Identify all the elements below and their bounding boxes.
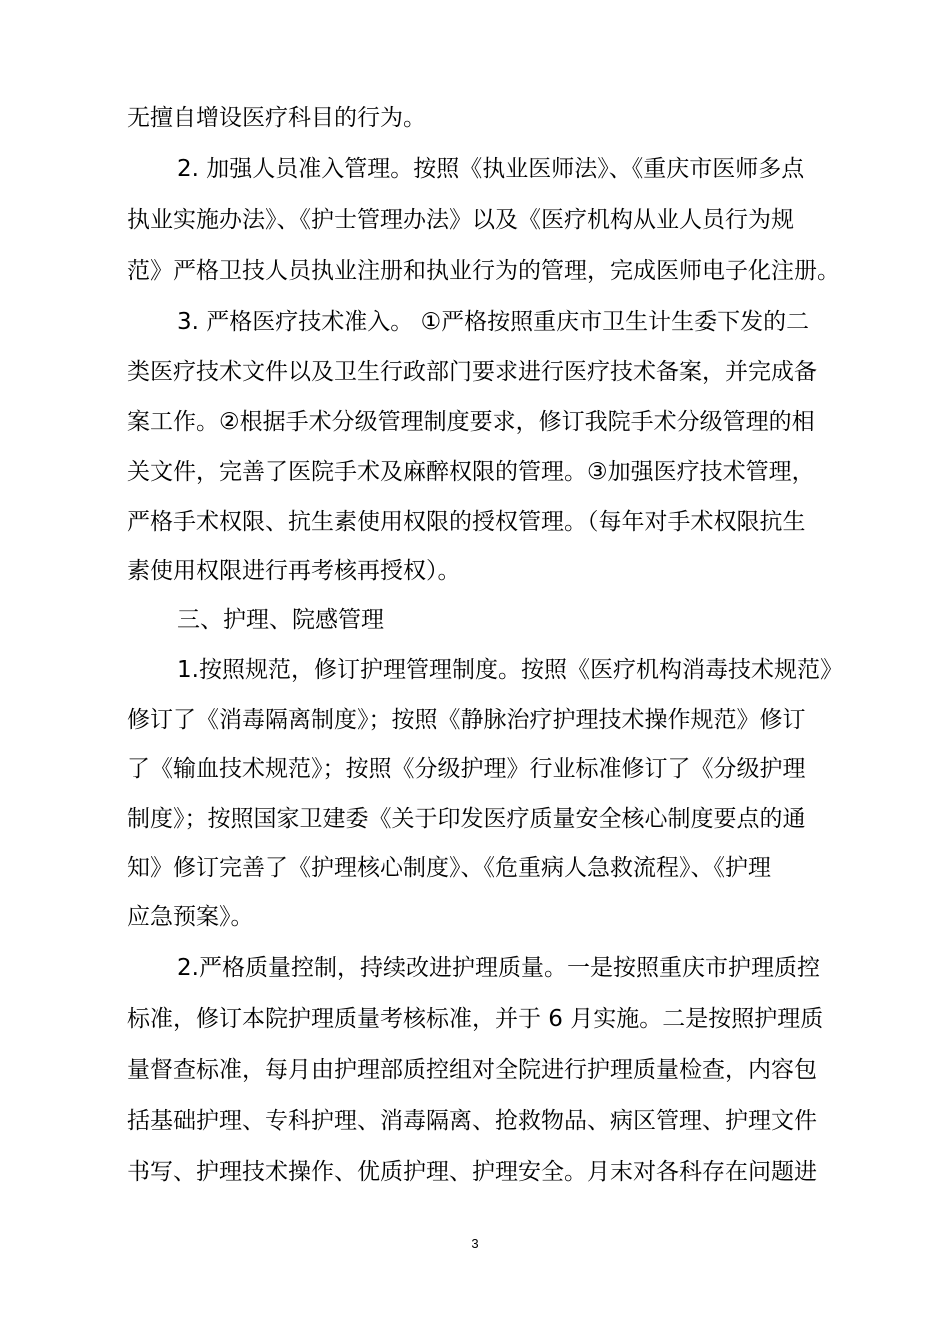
text-line: 括基础护理、专科护理、消毒隔离、抢救物品、病区管理、护理文件	[127, 1108, 817, 1134]
section-heading: 三、护理、院感管理	[177, 607, 384, 633]
text-line: 应急预案》。	[127, 904, 254, 930]
text-line: 1.按照规范，修订护理管理制度。按照《医疗机构消毒技术规范》	[177, 657, 843, 683]
text-line: 范》严格卫技人员执业注册和执业行为的管理，完成医师电子化注册。	[127, 258, 840, 284]
text-line: 书写、护理技术操作、优质护理、护理安全。月末对各科存在问题进	[127, 1159, 817, 1185]
text-line: 2. 加强人员准入管理。按照《执业医师法》、《重庆市医师多点	[177, 156, 805, 182]
text-line: 知》修订完善了《护理核心制度》、《危重病人急救流程》、《护理	[127, 855, 771, 881]
text-line: 执业实施办法》、《护士管理办法》以及《医疗机构从业人员行为规	[127, 207, 794, 233]
text-line: 案工作。②根据手术分级管理制度要求，修订我院手术分级管理的相	[127, 409, 815, 435]
text-line: 素使用权限进行再考核再授权）。	[127, 558, 461, 584]
text-line: 修订了《消毒隔离制度》；按照《静脉治疗护理技术操作规范》修订	[127, 707, 806, 733]
text-line: 3. 严格医疗技术准入。 ①严格按照重庆市卫生计生委下发的二	[177, 309, 810, 335]
text-line: 量督查标准，每月由护理部质控组对全院进行护理质量检查，内容包	[127, 1057, 817, 1083]
text-line: 关文件，完善了医院手术及麻醉权限的管理。③加强医疗技术管理，	[127, 459, 815, 485]
text-line: 标准，修订本院护理质量考核标准，并于 6 月实施。二是按照护理质	[127, 1006, 824, 1032]
text-line: 2.严格质量控制，持续改进护理质量。一是按照重庆市护理质控	[177, 955, 820, 981]
text-line: 了《输血技术规范》；按照《分级护理》行业标准修订了《分级护理	[127, 756, 806, 782]
text-line: 严格手术权限、抗生素使用权限的授权管理。（每年对手术权限抗生	[127, 509, 806, 535]
text-line: 制度》；按照国家卫建委《关于印发医疗质量安全核心制度要点的通	[127, 806, 806, 832]
text-line: 无擅自增设医疗科目的行为。	[127, 105, 426, 131]
text-line: 类医疗技术文件以及卫生行政部门要求进行医疗技术备案，并完成备	[127, 359, 817, 385]
page-number: 3	[471, 1236, 479, 1251]
